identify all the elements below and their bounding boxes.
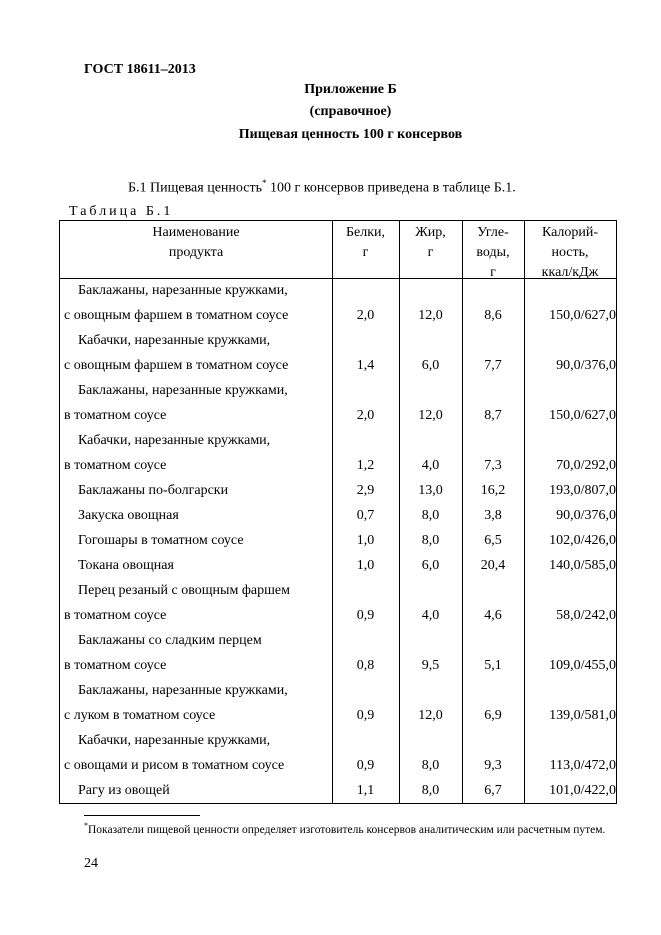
nutrition-table: [59, 220, 617, 804]
table-row-line: [60, 453, 616, 478]
protein-value: 2,0: [356, 308, 375, 323]
table-row-line: [60, 703, 616, 728]
protein-value: 0,8: [356, 658, 375, 673]
carbs-value: 20,4: [480, 558, 506, 573]
product-name: Баклажаны, нарезанные кружками,: [78, 283, 288, 298]
calories-value: 193,0/807,0: [549, 483, 616, 498]
footnote-text: Показатели пищевой ценности определяет изготовитель консервов аналитическим или расчетным путем.: [88, 823, 606, 836]
product-name: Кабачки, нарезанные кружками,: [78, 433, 271, 448]
fat-value: 12,0: [418, 408, 443, 423]
product-name: Гогошары в томатном соусе: [78, 533, 244, 548]
carbs-value: 8,6: [484, 308, 502, 323]
product-name: с луком в томатном соусе: [64, 708, 216, 723]
calories-value: 58,0/242,0: [556, 608, 616, 623]
table-row-line: [60, 503, 616, 528]
table-caption: Таблица Б.1: [69, 204, 174, 219]
header-product-name: Наименование продукта: [152, 225, 240, 260]
carbs-value: 3,8: [484, 508, 502, 523]
appendix-type: (справочное): [309, 104, 392, 119]
protein-value: 1,0: [356, 558, 375, 573]
carbs-value: 8,7: [484, 408, 502, 423]
table-row-line: [60, 303, 616, 328]
fat-value: 9,5: [421, 658, 440, 673]
header-protein: Белки, г: [345, 225, 386, 260]
table-row-line: [60, 403, 616, 428]
intro-text-after: 100 г консервов приведена в таблице Б.1.: [266, 180, 516, 196]
table-row-line: [60, 328, 616, 353]
header-fat: Жир, г: [415, 225, 446, 260]
product-name: Баклажаны по-болгарски: [78, 483, 229, 498]
calories-value: 102,0/426,0: [549, 533, 616, 548]
fat-value: 8,0: [421, 533, 440, 548]
product-name: с овощным фаршем в томатном соусе: [64, 308, 289, 323]
fat-value: 6,0: [421, 558, 440, 573]
product-name: в томатном соусе: [64, 408, 167, 423]
table-row-line: [60, 428, 616, 453]
table-row-line: [60, 728, 616, 753]
calories-value: 90,0/376,0: [556, 358, 616, 373]
calories-value: 113,0/472,0: [549, 758, 616, 773]
page-number: 24: [84, 856, 98, 871]
protein-value: 2,0: [356, 408, 375, 423]
carbs-value: 4,6: [484, 608, 502, 623]
protein-value: 2,9: [356, 483, 375, 498]
table-row-line: [60, 603, 616, 628]
footnote-marker: *: [84, 821, 88, 830]
protein-value: 1,4: [356, 358, 375, 373]
table-row-line: [60, 628, 616, 653]
table-row-line: [60, 378, 616, 403]
table-row-line: [60, 278, 616, 303]
carbs-value: 6,5: [484, 533, 502, 548]
table-row-line: [60, 678, 616, 703]
calories-value: 101,0/422,0: [549, 783, 616, 798]
protein-value: 0,7: [356, 508, 375, 523]
footnote: [84, 818, 615, 838]
carbs-value: 5,1: [484, 658, 502, 673]
table-row-line: [60, 528, 616, 553]
footnote-marker: *: [261, 178, 267, 188]
carbs-value: 7,3: [484, 458, 502, 473]
calories-value: 150,0/627,0: [549, 308, 616, 323]
table-row-line: [60, 353, 616, 378]
fat-value: 8,0: [421, 508, 440, 523]
header-carbohydrates: Угле- воды, г: [476, 225, 510, 280]
calories-value: 70,0/292,0: [556, 458, 616, 473]
table-row-line: [60, 753, 616, 778]
product-name: в томатном соусе: [64, 608, 167, 623]
fat-value: 6,0: [421, 358, 440, 373]
protein-value: 1,2: [356, 458, 375, 473]
appendix-subject: Пищевая ценность 100 г консервов: [238, 127, 463, 142]
product-name: Баклажаны, нарезанные кружками,: [78, 383, 288, 398]
product-name: в томатном соусе: [64, 658, 167, 673]
fat-value: 4,0: [421, 458, 440, 473]
fat-value: 4,0: [421, 608, 440, 623]
appendix-title: Приложение Б: [304, 82, 397, 97]
calories-value: 90,0/376,0: [556, 508, 616, 523]
calories-value: 139,0/581,0: [549, 708, 616, 723]
table-row-line: [60, 478, 616, 503]
intro-text-before: Б.1 Пищевая ценность: [128, 180, 262, 196]
calories-value: 109,0/455,0: [549, 658, 616, 673]
protein-value: 0,9: [356, 708, 375, 723]
fat-value: 13,0: [418, 483, 443, 498]
table-row-line: [60, 653, 616, 678]
table-row-line: [60, 578, 616, 603]
product-name: в томатном соусе: [64, 458, 167, 473]
footnote-separator: [84, 815, 200, 816]
product-name: Перец резаный с овощным фаршем: [78, 583, 290, 598]
fat-value: 8,0: [421, 783, 440, 798]
product-name: Токана овощная: [78, 558, 174, 573]
product-name: Кабачки, нарезанные кружками,: [78, 333, 271, 348]
fat-value: 8,0: [421, 758, 440, 773]
carbs-value: 16,2: [480, 483, 506, 498]
carbs-value: 9,3: [484, 758, 502, 773]
calories-value: 140,0/585,0: [549, 558, 616, 573]
protein-value: 1,1: [356, 783, 375, 798]
table-row-line: [60, 778, 616, 803]
header-calories: Калорий- ность, ккал/кДж: [541, 225, 599, 280]
product-name: Баклажаны со сладким перцем: [78, 633, 262, 648]
carbs-value: 6,9: [484, 708, 502, 723]
fat-value: 12,0: [418, 308, 443, 323]
product-name: Кабачки, нарезанные кружками,: [78, 733, 271, 748]
product-name: с овощами и рисом в томатном соусе: [64, 758, 285, 773]
product-name: Закуска овощная: [78, 508, 179, 523]
fat-value: 12,0: [418, 708, 443, 723]
protein-value: 0,9: [356, 608, 375, 623]
calories-value: 150,0/627,0: [549, 408, 616, 423]
product-name: Баклажаны, нарезанные кружками,: [78, 683, 288, 698]
carbs-value: 6,7: [484, 783, 502, 798]
intro-paragraph: [128, 178, 516, 197]
carbs-value: 7,7: [484, 358, 502, 373]
protein-value: 1,0: [356, 533, 375, 548]
protein-value: 0,9: [356, 758, 375, 773]
document-code: ГОСТ 18611–2013: [84, 62, 196, 77]
product-name: с овощным фаршем в томатном соусе: [64, 358, 289, 373]
product-name: Рагу из овощей: [78, 783, 170, 798]
table-row-line: [60, 553, 616, 578]
